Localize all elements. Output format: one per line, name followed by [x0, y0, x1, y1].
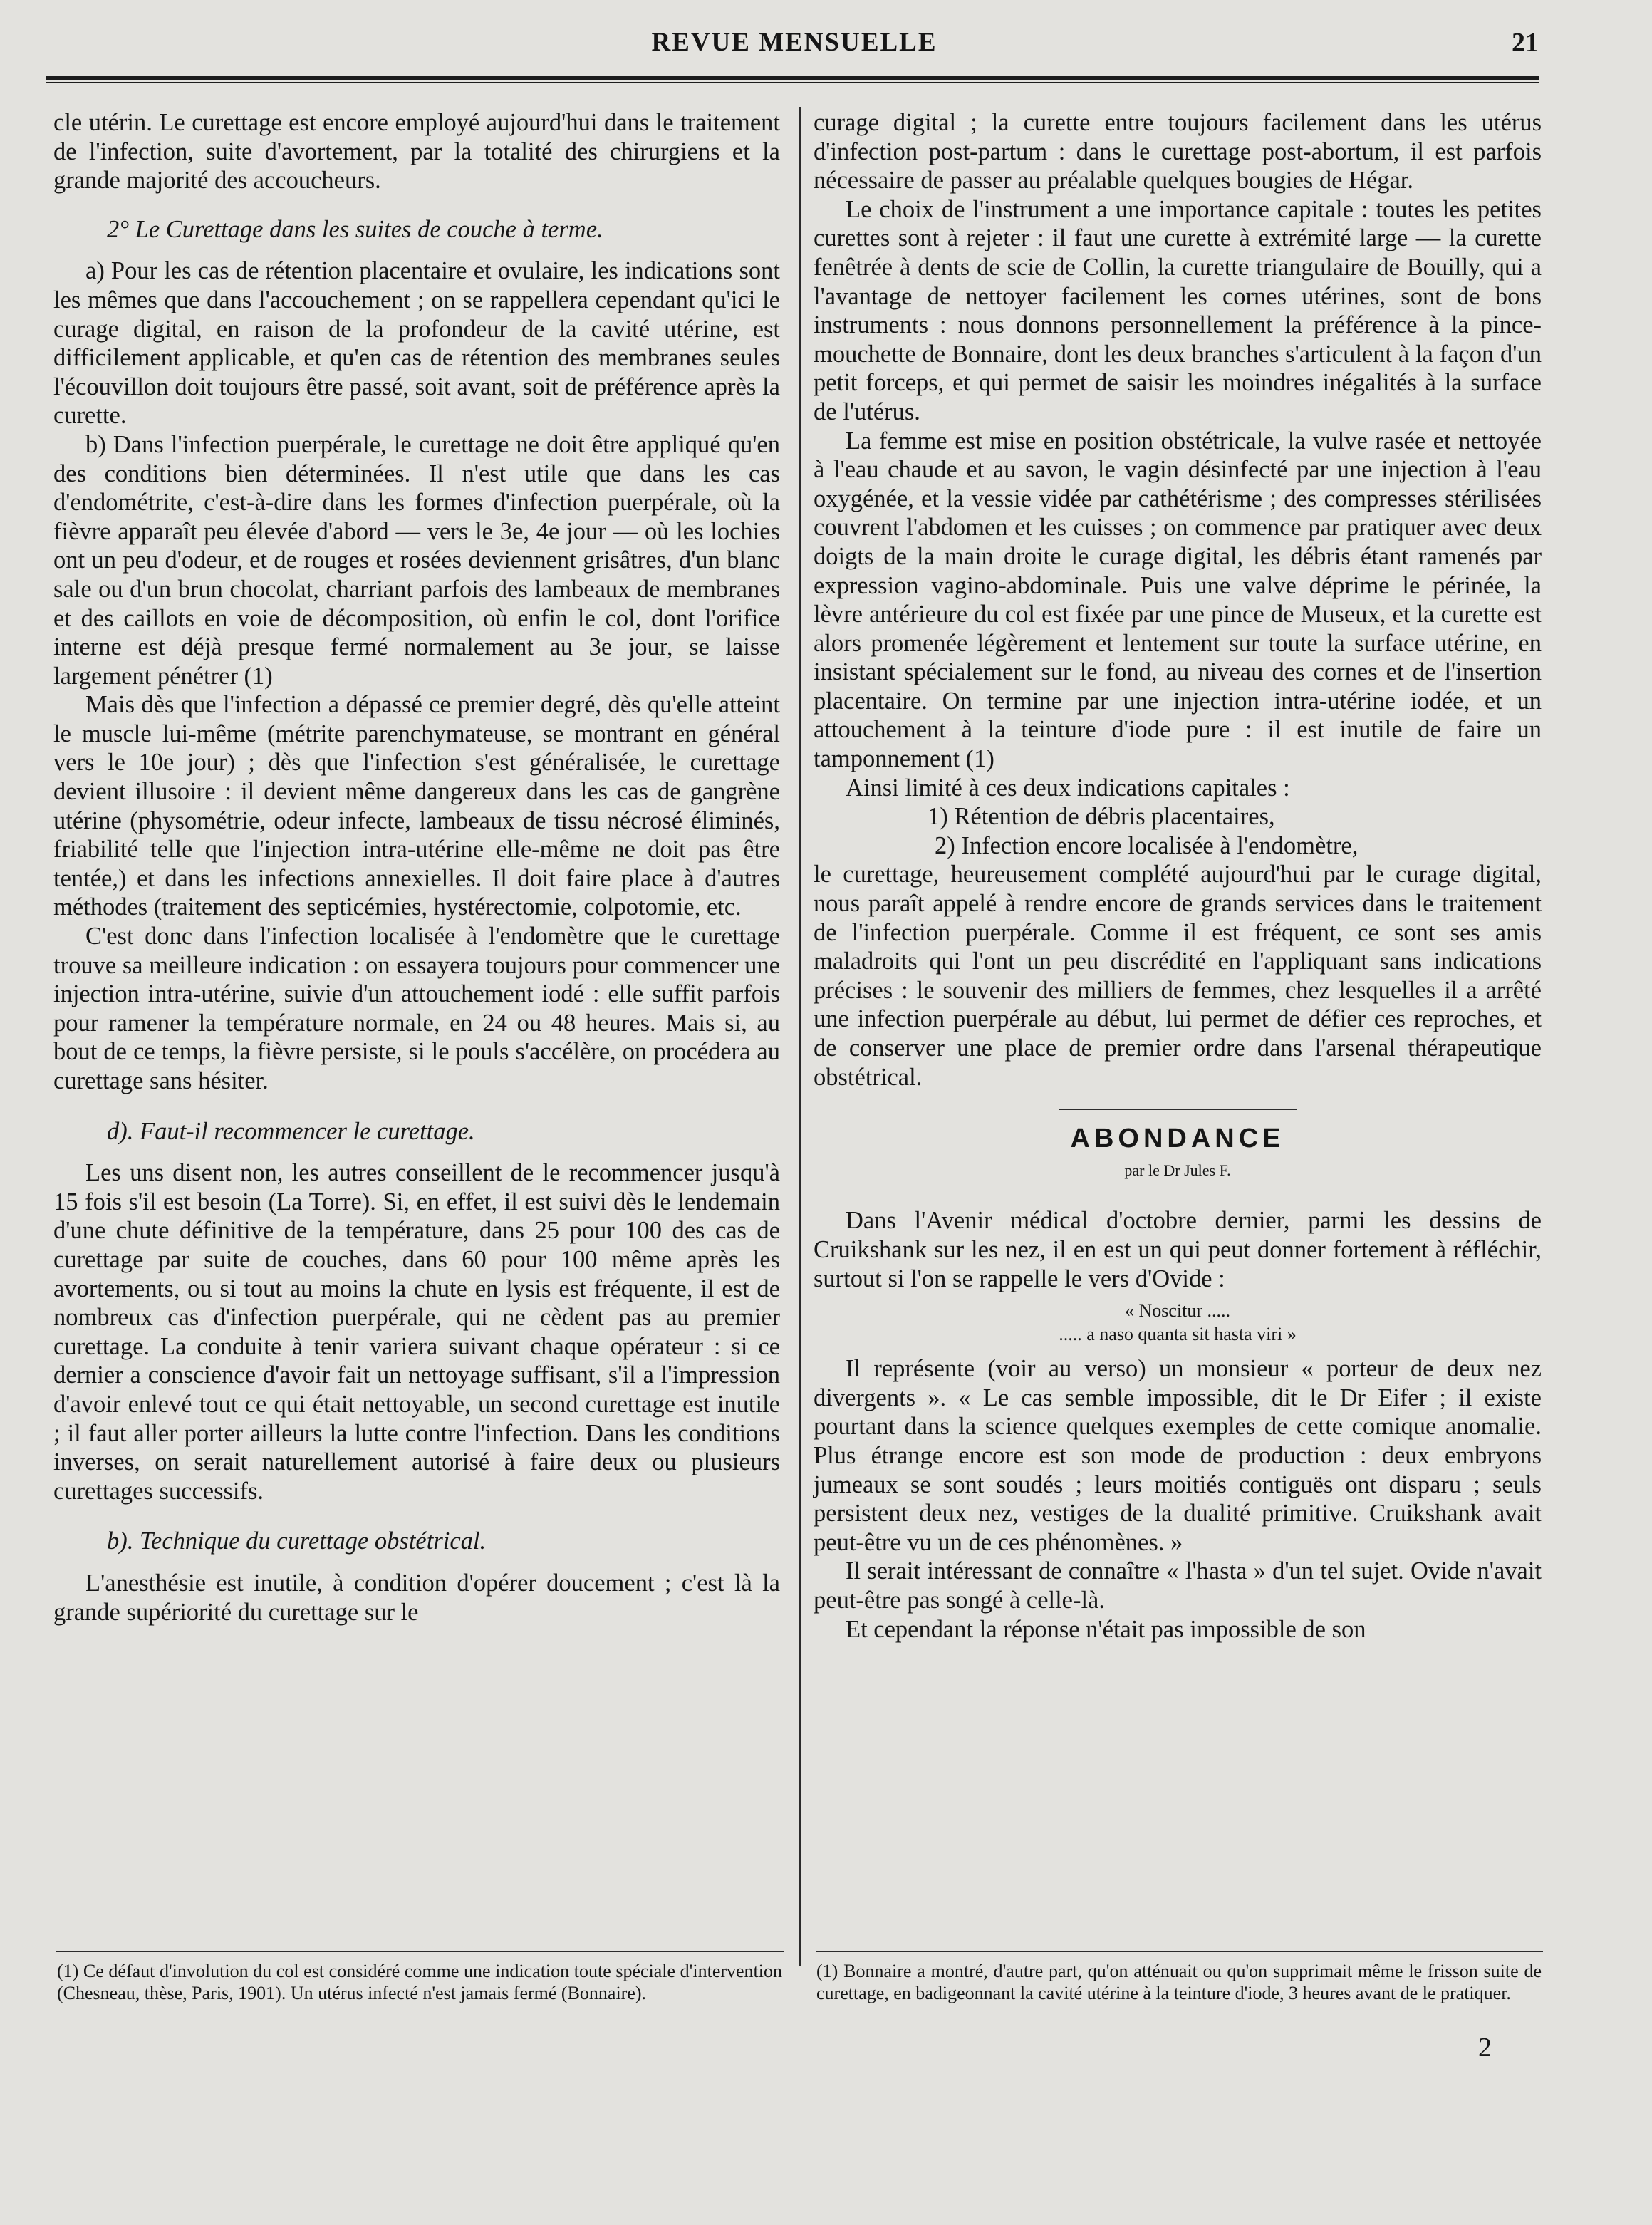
right-column [814, 108, 1542, 1644]
journal-title: REVUE MENSUELLE [651, 28, 937, 57]
column-divider [799, 107, 801, 1966]
section-heading: b). Technique du curettage obstétrical. [107, 1528, 487, 1555]
paragraph: le curettage, heureusement complété aujourd'hui par le curage digital, nous paraît appelé à rendre encore de grands services dans le traitement de l'infection puerpérale. Comme il est fréquent, ce sont ses amis maladroits qui l'ont un peu discrédité en l'appliquant sans indications précises : le souvenir des milliers de femmes, chez lesquelles il a arrêté une infection puerpérale au début, lui permet de défier ces reproches, et de conserver une place de premier ordre dans l'arsenal thérapeutique obstétrical. [814, 861, 1542, 1091]
section-heading: d). Faut-il recommencer le curettage. [107, 1117, 475, 1145]
quote-line: « Noscitur ..... [1124, 1300, 1231, 1322]
latin-quote [814, 1299, 1542, 1346]
paragraph: Il représente (voir au verso) un monsieur « porteur de deux nez divergents ». « Le cas semble impossible, dit le Dr Eifer ; il existe pourtant dans la science quelques exemples de cette comique anomalie. Plus étrange encore est son mode de production : deux embryons jumeaux se sont soudés ; leurs moitiés contiguës ont disparu ; seuls persistent deux nez, vestiges de la dualité primitive. Cruikshank avait peut-être vu un de ces phénomènes. » [814, 1355, 1542, 1556]
paragraph: La femme est mise en position obstétricale, la vulve rasée et nettoyée à l'eau chaude et au savon, le vagin désinfecté par une injection à l'eau oxygénée, et la vessie vidée par cathétérisme ; des compresses stérilisées couvrent l'abdomen et les cuisses ; on commence par pratiquer avec deux doigts de la main droite le curage digital, les débris étant ramenés par expression vagino-abdominale. Puis une valve déprime le périnée, la lèvre antérieure du col est fixée par une pince de Museux, et la curette est alors promenée légèrement et lentement sur toute la surface utérine, en insistant spécialement sur le fond, au niveau des cornes et de l'insertion placentaire. On termine par une injection intra-utérine iodée, et un attouchement à la teinture d'iode pure : il est inutile de faire un tamponnement (1) [814, 427, 1542, 773]
paragraph: b) Dans l'infection puerpérale, le curettage ne doit être appliqué qu'en des conditions bien déterminées. Il n'est utile que dans les cas d'endométrite, c'est-à-dire dans les formes d'infection puerpérale, où la fièvre apparaît peu élevée d'abord — vers le 3e, 4e jour — où les lochies ont un peu d'odeur, et de rouges et rosées deviennent grisâtres, d'un blanc sale ou d'un brun chocolat, charriant parfois des lambeaux de membranes et des caillots en voie de décomposition, où enfin le col, dont l'orifice interne est déjà presque fermé normalement au 3e jour, se laisse largement pénétrer (1) [53, 430, 780, 690]
page-number: 21 [1512, 28, 1539, 58]
footnote-left: (1) Ce défaut d'involution du col est considéré comme une indication toute spéciale d'intervention (Chesneau, thèse, Paris, 1901). Un utérus infecté n'est jamais fermé (Bonnaire). [57, 1961, 782, 2003]
header-rule-thin [46, 82, 1539, 83]
paragraph: C'est donc dans l'infection localisée à l'endomètre que le curettage trouve sa meilleure indication : on essayera toujours pour commencer une injection intra-utérine, suivie d'un attouchement iodé : elle suffit parfois pour ramener la température normale, en 24 ou 48 heures. Mais si, au bout de ce temps, la fièvre persiste, si le pouls s'accélère, on procédera au curettage sans hésiter. [53, 923, 780, 1094]
paragraph: Mais dès que l'infection a dépassé ce premier degré, dès qu'elle atteint le muscle lui-même (métrite parenchymateuse, se montrant en général vers le 10e jour) ; dès que l'infection s'est généralisée, le curettage devient illusoire : il devient même dangereux dans les cas de gangrène utérine (physométrie, odeur infecte, lambeaux de tissu nécrosé éliminés, friabilité telle que l'injection intra-utérine elle-même ne doit pas être tentée,) et dans les infections annexielles. Il doit faire place à d'autres méthodes (traitement des septicémies, hystérectomie, colpotomie, etc. [53, 691, 780, 921]
indication-list [814, 802, 1542, 860]
paragraph: Il serait intéressant de connaître « l'hasta » d'un tel sujet. Ovide n'avait peut-être pas songé à celle-là. [814, 1557, 1542, 1614]
list-item: 2) Infection encore localisée à l'endomètre, [935, 831, 1359, 859]
paragraph: curage digital ; la curette entre toujours facilement dans les utérus d'infection post-partum : dans le curettage post-abortum, il est parfois nécessaire de passer au préalable quelques bougies de Hégar. [814, 109, 1542, 195]
article-byline: par le Dr Jules F. [1124, 1161, 1231, 1179]
paragraph: Dans l'Avenir médical d'octobre dernier, parmi les dessins de Cruikshank sur les nez, il en est un qui peut donner fortement à réfléchir, surtout si l'on se rappelle le vers d'Ovide : [814, 1207, 1542, 1292]
quote-line: ..... a naso quanta sit hasta viri » [1059, 1324, 1297, 1345]
paragraph: Ainsi limité à ces deux indications capitales : [846, 774, 1290, 802]
footnote-right: (1) Bonnaire a montré, d'autre part, qu'on atténuait ou qu'on supprimait même le frisson suite de curettage, en badigeonnant la cavité utérine à la teinture d'iode, 3 heures avant de le pratiquer. [816, 1961, 1542, 2003]
footnote-rule [56, 1951, 784, 1952]
article-title: ABONDANCE [1070, 1124, 1285, 1154]
paragraph: Les uns disent non, les autres conseillent de le recommencer jusqu'à 15 fois s'il est besoin (La Torre). Si, en effet, il est suivi dès le lendemain d'une chute définitive de la température, dans 25 pour 100 des cas de curettage par suite de couches, dans 60 pour 100 même après les avortements, ou si tout au moins la chute en lysis est fréquente, il est de nombreux cas d'infection puerpérale, qui ne cèdent pas au premier curettage. La conduite à tenir variera suivant chaque opérateur : si ce dernier a conscience d'avoir fait un nettoyage suffisant, s'il a l'impression d'avoir enlevé tout ce qui était nettoyable, un second curettage est inutile ; il faut aller porter ailleurs la lutte contre l'infection. Dans les conditions inverses, on serait naturellement autorisé à faire deux ou plusieurs curettages successifs. [53, 1159, 780, 1505]
paragraph: Et cependant la réponse n'était pas impossible de son [846, 1615, 1366, 1643]
section-heading: 2° Le Curettage dans les suites de couche à terme. [107, 215, 603, 243]
list-item: 1) Rétention de débris placentaires, [928, 803, 1275, 831]
paragraph: Le choix de l'instrument a une importance capitale : toutes les petites curettes sont à rejeter : il faut une curette à extrémité large — la curette fenêtrée à dents de scie de Collin, la curette triangulaire de Bouilly, qui a l'avantage de nettoyer facilement les cornes utérines, sont de bons instruments : nous donnons personnellement la préférence à la pince-mouchette de Bonnaire, dont les deux branches s'articulent à la façon d'un petit forceps, et qui permet de saisir les moindres inégalités à la surface de l'utérus. [814, 195, 1542, 425]
paragraph: cle utérin. Le curettage est encore employé aujourd'hui dans le traitement de l'infection, suite d'avortement, par la totalité des chirurgiens et la grande majorité des accoucheurs. [53, 109, 780, 195]
footnote-rule [816, 1951, 1543, 1952]
signature-mark: 2 [1478, 2033, 1492, 2063]
left-column [53, 108, 780, 1627]
paragraph: a) Pour les cas de rétention placentaire et ovulaire, les indications sont les mêmes que dans l'accouchement ; on se rappellera cependant qu'ici le curage digital, en raison de la profondeur de la cavité utérine, est difficilement applicable, et qu'en cas de rétention des membranes seules l'écouvillon doit toujours être passé, soit avant, soit de préférence après la curette. [53, 257, 780, 430]
paragraph: L'anesthésie est inutile, à condition d'opérer doucement ; c'est là la grande supériorité du curettage sur le [53, 1569, 780, 1626]
header-rule [46, 76, 1539, 80]
page-header [50, 27, 1539, 63]
article-separator [1059, 1109, 1297, 1110]
